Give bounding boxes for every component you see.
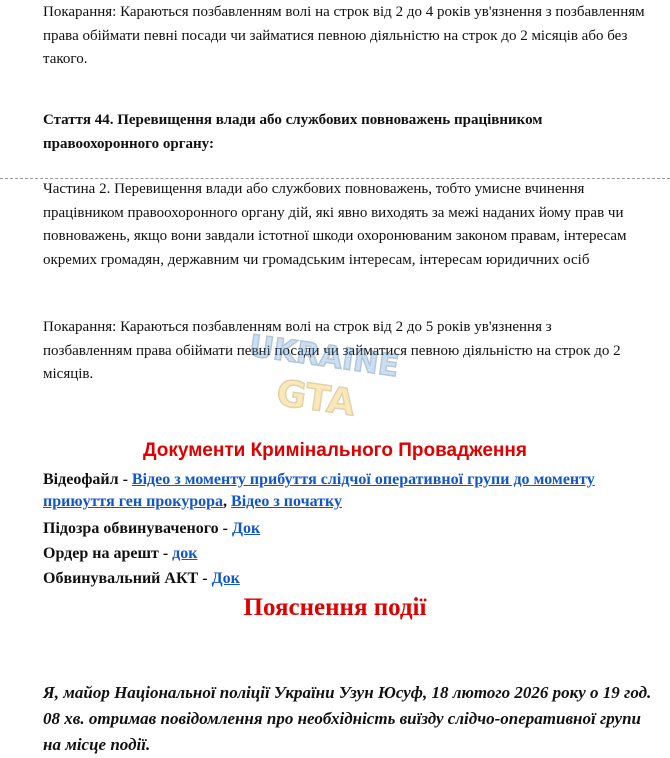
documents-title: Документи Кримінального Провадження xyxy=(143,440,527,461)
article-43-penalty: Покарання: Караються позбавленням волі на строк від 2 до 4 років ув'язнення з позбавленням права обіймати певні посади чи займатися певною діяльністю на строк до 2 місяців або без такого. xyxy=(43,4,645,67)
warrant-row xyxy=(43,543,197,565)
indictment-doc-link[interactable]: Док xyxy=(211,570,240,587)
video-comma: , xyxy=(223,493,232,510)
article-44-title: Стаття 44. Перевищення влади або службових повноважень працівником правоохоронного органу: xyxy=(43,112,543,152)
explanation-text: Я, майор Національної поліції України Узун Юсуф, 18 лютого 2026 року о 19 год. 08 хв. отримав повідомлення про необхідність виїзду слідчо-оперативної групи на місце події. xyxy=(43,683,652,754)
indictment-separator: - xyxy=(198,570,212,587)
video-separator: - xyxy=(118,471,132,488)
video-row xyxy=(43,469,645,513)
video-link-arrival[interactable]: Відео з моменту прибуття слідчої оперативної групи до моменту приюуття ген прокурора xyxy=(43,471,595,510)
watermark-line1: UKRAINE xyxy=(246,328,402,385)
warrant-doc-link[interactable]: док xyxy=(172,545,198,562)
suspicion-row xyxy=(43,518,260,540)
suspicion-label: Підозра обвинуваченого xyxy=(43,520,219,537)
warrant-separator: - xyxy=(158,545,173,562)
suspicion-doc-link[interactable]: Док xyxy=(231,520,261,537)
article-44-part2: Частина 2. Перевищення влади або службових повноважень, тобто умисне вчинення працівником правоохоронного органу дій, які явно виходять за межі наданих йому прав чи повноважень, якщо вони завдали істотної шкоди охоронюваним законом правам, інтересам окремих громадян, державним чи громадським інтересам, інтересам юридичних осіб xyxy=(43,181,627,268)
indictment-row xyxy=(43,568,240,590)
video-label: Відеофайл xyxy=(43,471,119,488)
watermark-line2: GTA xyxy=(274,372,358,424)
suspicion-separator: - xyxy=(218,520,232,537)
indictment-label: Обвинувальний АКТ xyxy=(43,570,199,587)
warrant-label: Ордер на арешт xyxy=(43,545,159,562)
video-link-start[interactable]: Відео з початку xyxy=(231,493,343,510)
explanation-title: Пояснення події xyxy=(243,594,427,621)
article-44-penalty: Покарання: Караються позбавленням волі на строк від 2 до 5 років ув'язнення з позбавленням права обіймати певні посади чи займатися певною діяльністю на строк до 2 місяців. xyxy=(43,319,621,382)
